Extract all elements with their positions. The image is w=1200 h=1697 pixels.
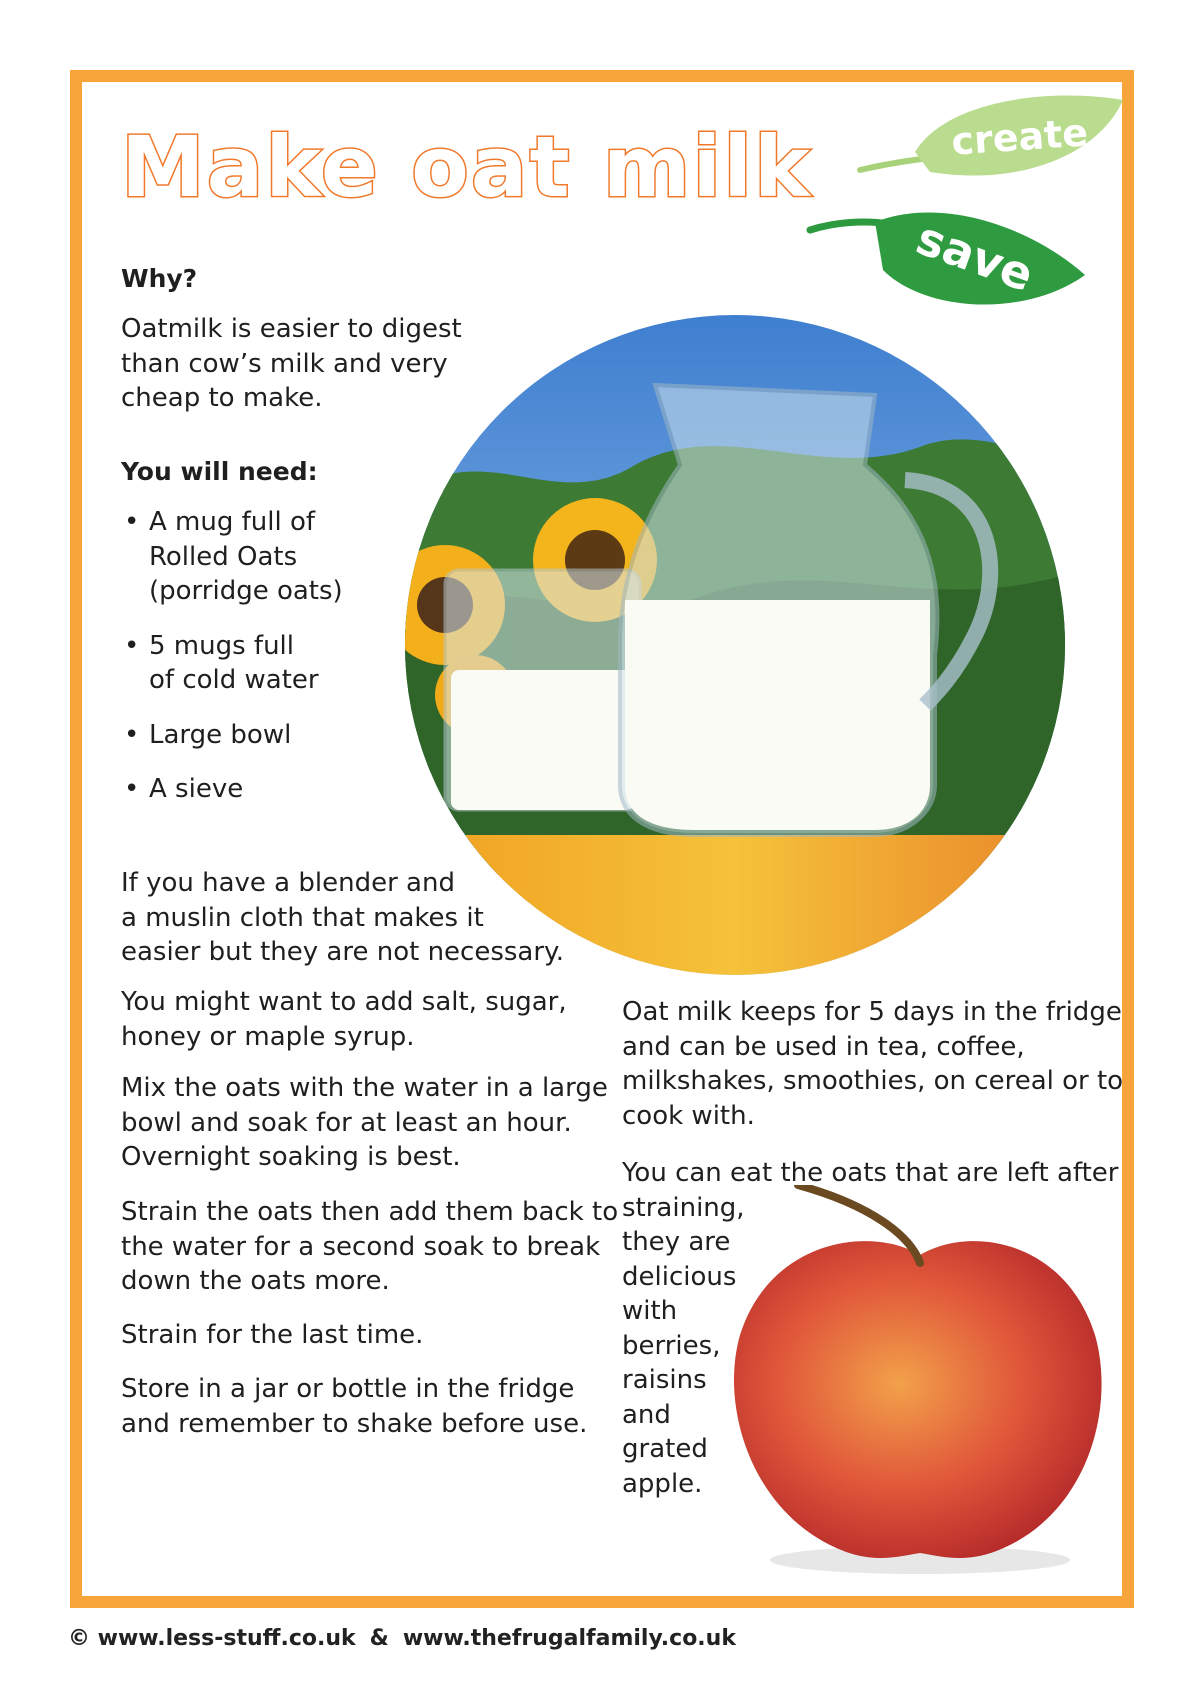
list-item: • 5 mugs full of cold water	[124, 630, 319, 695]
blender-note: If you have a blender and a muslin cloth that makes it easier but they are not necessary.	[121, 868, 564, 967]
bullet-icon: •	[124, 630, 140, 661]
strain-step: Strain the oats then add them back to the water for a second soak to break down the oats more.	[121, 1197, 619, 1296]
footer-link-frugal-family[interactable]: www.thefrugalfamily.co.uk	[402, 1626, 736, 1651]
ingredients-list	[121, 505, 441, 827]
flavour-note: You might want to add salt, sugar, honey or maple syrup.	[121, 987, 567, 1052]
footer-ampersand: &	[369, 1626, 389, 1651]
footer-link-less-stuff[interactable]: © www.less-stuff.co.uk	[68, 1626, 356, 1651]
create-label: create	[949, 110, 1090, 164]
bullet-icon: •	[124, 719, 140, 750]
list-item: • Large bowl	[121, 718, 441, 753]
why-text: Oatmilk is easier to digest than cow’s milk and very cheap to make.	[121, 314, 462, 413]
milk-glass	[445, 570, 640, 810]
bullet-icon: •	[124, 774, 140, 804]
footer-credits	[68, 1626, 750, 1651]
save-label: save	[909, 210, 1041, 303]
mix-step: Mix the oats with the water in a large bowl and soak for at least an hour. Overnight soaking is best.	[121, 1073, 608, 1172]
keeps-note: Oat milk keeps for 5 days in the fridge and can be used in tea, coffee, milkshakes, smoothies, on cereal or to cook with.	[622, 997, 1124, 1131]
need-heading: You will need:	[121, 457, 318, 486]
apple-image	[720, 1185, 1110, 1580]
list-item: • A mug full of Rolled Oats (porridge oats)	[124, 507, 343, 606]
page-title: Make oat milk	[121, 118, 812, 216]
list-item: • A sieve	[121, 772, 441, 807]
save-leaf-badge	[805, 200, 1095, 320]
create-leaf-badge	[855, 92, 1130, 192]
final-strain-step: Strain for the last time.	[121, 1320, 424, 1350]
why-heading: Why?	[121, 264, 198, 293]
store-step: Store in a jar or bottle in the fridge and remember to shake before use.	[121, 1374, 588, 1439]
bullet-icon: •	[124, 507, 140, 537]
leftover-oats-note: You can eat the oats that are left after straining, they are delicious with berries, raisins and grated apple.	[622, 1158, 1119, 1499]
